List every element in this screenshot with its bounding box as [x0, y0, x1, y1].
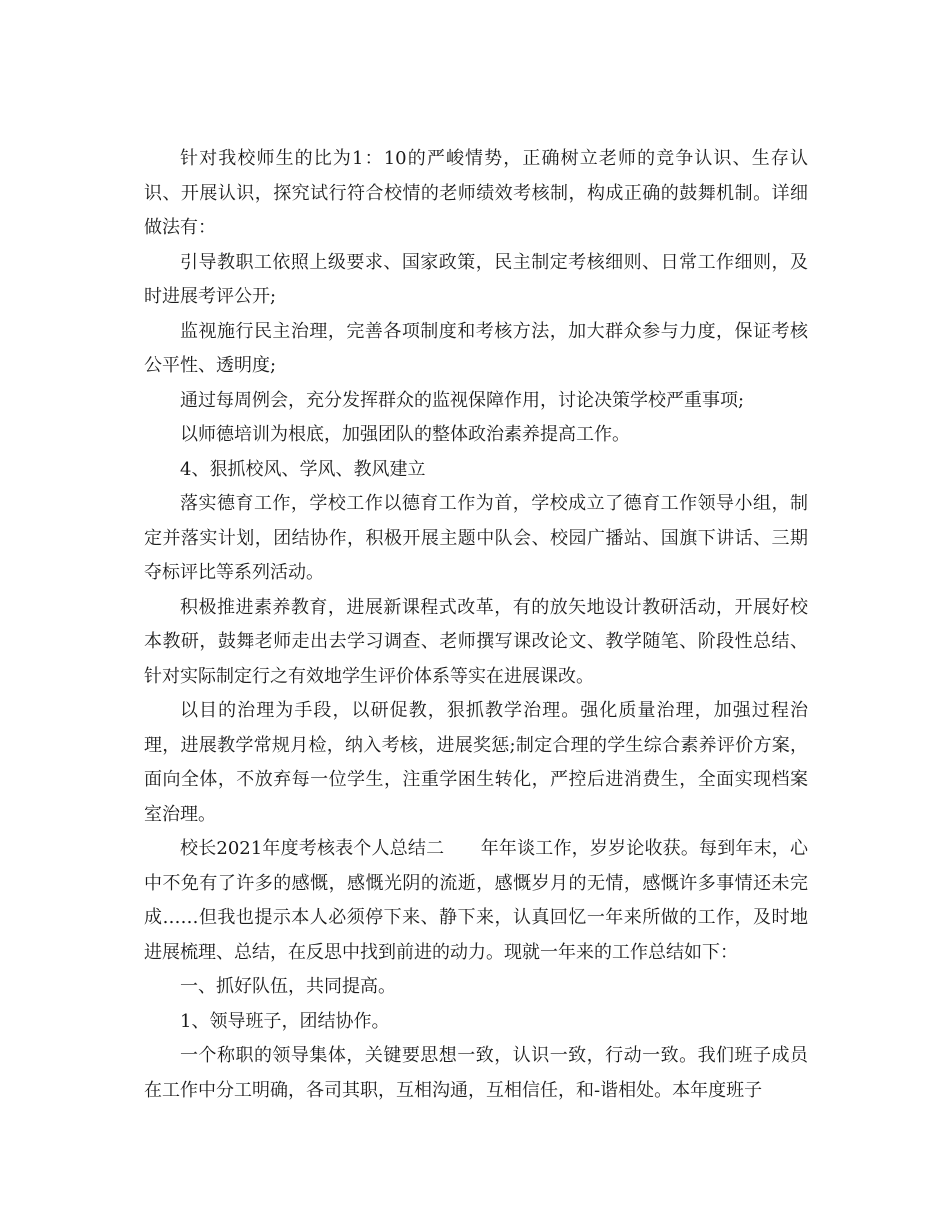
paragraph: 监视施行民主治理，完善各项制度和考核方法，加大群众参与力度，保证考核公平性、透明度; — [144, 320, 808, 376]
section-heading: 一、抓好队伍，共同提高。 — [180, 976, 396, 997]
paragraph: 校长2021年度考核表个人总结二 年年谈工作，岁岁论收获。每到年末，心中不免有了许多的感慨，感慨光阴的流逝，感慨岁月的无情，感慨许多事情还未完成……但我也提示本人必须停下来、静下来，认真回忆一年来所做的工作，及时地进展梳理、总结，在反思中找到前进的动力。现就一年来的工作总结如下： — [144, 838, 808, 963]
paragraph: 引导教职工依照上级要求、国家政策，民主制定考核细则、日常工作细则，及时进展考评公开; — [144, 251, 808, 307]
paragraph: 以师德培训为根底，加强团队的整体政治素养提高工作。 — [180, 424, 630, 445]
paragraph: 积极推进素养教育，进展新课程式改革，有的放矢地设计教研活动，开展好校本教研，鼓舞老师走出去学习调查、老师撰写课改论文、教学随笔、阶段性总结、针对实际制定行之有效地学生评价体系等实在进展课改。 — [144, 596, 808, 687]
paragraph: 一个称职的领导集体，关键要思想一致，认识一致，行动一致。我们班子成员在工作中分工明确，各司其职，互相沟通，互相信任，和-谐相处。本年度班子 — [144, 1045, 808, 1101]
paragraph: 针对我校师生的比为1：10的严峻情势，正确树立老师的竞争认识、生存认识、开展认识，探究试行符合校情的老师绩效考核制，构成正确的鼓舞机制。详细做法有： — [144, 148, 808, 238]
paragraph: 以目的治理为手段，以研促教，狠抓教学治理。强化质量治理，加强过程治理，进展教学常规月检，纳入考核，进展奖惩;制定合理的学生综合素养评价方案，面向全体，不放弃每一位学生，注重学困生转化，严控后进消费生，全面实现档案室治理。 — [144, 700, 808, 825]
document-body — [144, 142, 808, 1108]
paragraph: 落实德育工作，学校工作以德育工作为首，学校成立了德育工作领导小组，制定并落实计划，团结协作，积极开展主题中队会、校园广播站、国旗下讲话、三期夺标评比等系列活动。 — [144, 493, 808, 583]
paragraph: 通过每周例会，充分发挥群众的监视保障作用，讨论决策学校严重事项; — [180, 389, 745, 411]
subsection-heading: 1、领导班子，团结协作。 — [180, 1010, 390, 1032]
section-heading: 4、狠抓校风、学风、教风建立 — [180, 458, 426, 480]
